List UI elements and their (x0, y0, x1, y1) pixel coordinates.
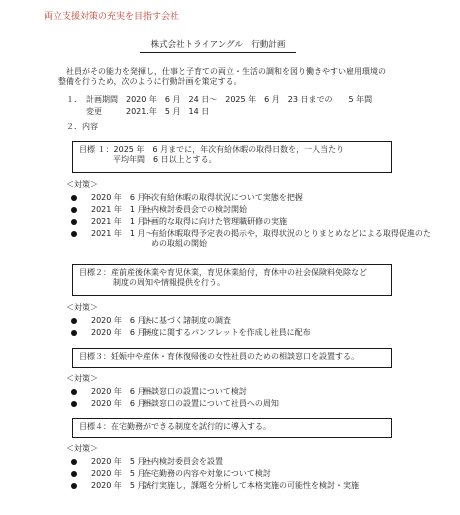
goal-4-line-1: 目標４：在宅勤務ができる制度を試行的に導入する。 (79, 422, 271, 431)
list-item: 2020 年 6 月～ 年次有給休暇の取得状況について実態を把握 (71, 193, 431, 205)
bullet-icon (71, 471, 77, 477)
goal-3-measures-label: ＜対策＞ (66, 374, 98, 383)
contents-heading: ２．内容 (66, 122, 98, 131)
goal-4-measures-label: ＜対策＞ (66, 444, 98, 453)
bullet-icon (71, 483, 77, 489)
goal-1-measures (71, 193, 431, 253)
bullet-icon (71, 195, 77, 201)
intro-line-1: 社員がその能力を発揮し，仕事と子育ての両立・生活の調和を図り働きやすい雇用環境の (66, 67, 386, 76)
plan-period (66, 95, 372, 119)
goal-4-box (72, 418, 392, 438)
goal-2-line-1: 目標２：産前産後休業や育児休業，育児休業給付，育休中の社会保険料免除など (79, 268, 367, 277)
list-item: 2020 年 5 月～ 在宅勤務の内容や対象について検討 (71, 469, 431, 481)
intro-paragraph (58, 67, 406, 87)
list-item: 2021 年 1 月～ 社内検討委員会での検討開始 (71, 205, 431, 217)
list-item: 2020 年 6 月～ 制度に関するパンフレットを作成し社員に配布 (71, 328, 431, 340)
bullet-icon (71, 207, 77, 213)
goal-2-line-2: 制度の周知や情報提供を行う。 (113, 278, 225, 287)
list-item: 2020 年 6 月～ 法に基づく諸制度の調査 (71, 316, 431, 328)
list-item: 2020 年 6 月～ 相談窓口の設置について社員への周知 (71, 399, 431, 411)
change-text: 変更 2021.年 5 月 14 日 (86, 107, 210, 116)
list-item: 2021 年 1 月～ 計画的な取得に向けた管理職研修の実施 (71, 217, 431, 229)
goal-3-measures (71, 387, 431, 411)
bullet-icon (71, 459, 77, 465)
bullet-icon (71, 318, 77, 324)
goal-3-box (72, 348, 392, 368)
goal-1-line-2: 平均年間 6 日以上とする。 (113, 155, 217, 164)
period-text: 計画期間 2020 年 6 月 24 日～ 2025 年 6 月 23 日までの 5 年間 (86, 95, 373, 104)
bullet-icon (71, 330, 77, 336)
list-item: 2021 年 1 月～ 有給休暇取得予定表の掲示や，取得状況のとりまとめなどによる取得促進のための取組の開始 (71, 229, 431, 253)
goal-2-measures (71, 316, 431, 340)
bullet-icon (71, 231, 77, 237)
goal-1-box (72, 141, 392, 173)
goal-4-measures (71, 457, 431, 493)
bullet-icon (71, 219, 77, 225)
list-item: 2020 年 6 月～ 相談窓口の設置について検討 (71, 387, 431, 399)
plan-title: 株式会社トライアングル 行動計画 (140, 40, 296, 53)
period-number: １． (66, 95, 82, 104)
bullet-icon (71, 389, 77, 395)
list-item: 2020 年 5 月～ 試行実施し，課題を分析して本格実施の可能性を検討・実施 (71, 481, 431, 493)
header-title: 両立支援対策の充実を目指す会社 (44, 12, 180, 22)
bullet-icon (71, 401, 77, 407)
intro-line-2: 整備を行うため，次のように行動計画を策定する。 (58, 77, 242, 86)
goal-2-box (72, 264, 392, 296)
goal-1-line-1: 目標 １：2025 年 6 月までに，年次有給休暇の取得日数を，一人当たり (79, 145, 345, 154)
goal-3-line-1: 目標３：妊娠中や産休・育休復帰後の女性社員のための相談窓口を設置する。 (79, 352, 359, 361)
goal-1-measures-label: ＜対策＞ (66, 180, 98, 189)
list-item: 2020 年 5 月～ 社内検討委員会を設置 (71, 457, 431, 469)
goal-2-measures-label: ＜対策＞ (66, 303, 98, 312)
